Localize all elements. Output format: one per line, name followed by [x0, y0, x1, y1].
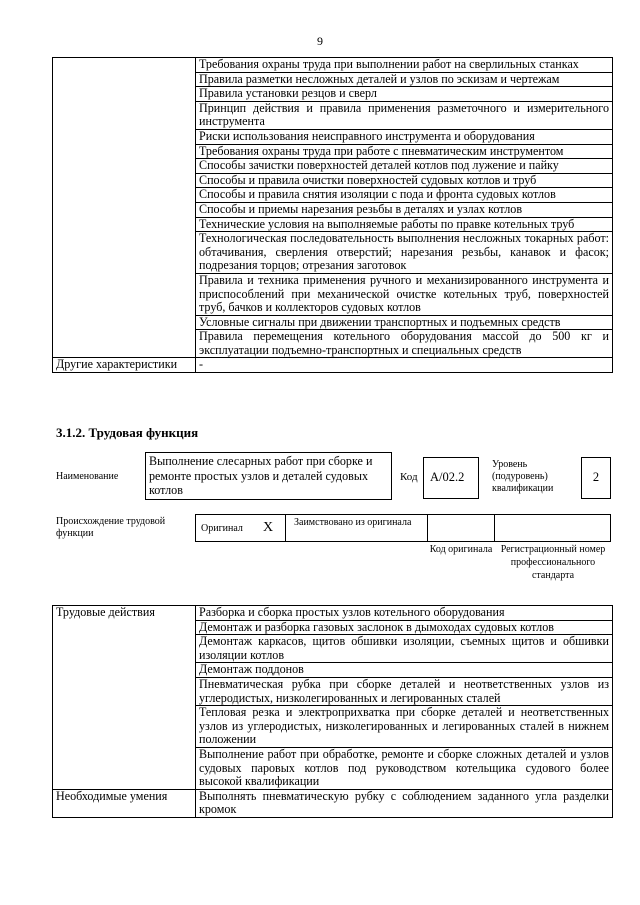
section-title: 3.1.2. Трудовая функция — [56, 425, 199, 440]
knowledge-item: Правила установки резцов и сверл — [196, 87, 613, 102]
actions-table — [52, 605, 613, 818]
other-characteristics-label: Другие характеристики — [53, 358, 196, 373]
knowledge-item: Технологическая последовательность выполнения несложных токарных работ: обтачивания, сверления отверстий; нарезания резьбы, канавок и фасок; подрезания торцов; отрезания заготовок — [196, 232, 613, 274]
knowledge-item: Принцип действия и правила применения разметочного и измерительного инструмента — [196, 101, 613, 129]
code-caption: Код оригинала — [429, 544, 493, 555]
action-item: Демонтаж каркасов, щитов обшивки изоляции, съемных щитов и обшивки изоляции котлов — [196, 635, 613, 663]
page-number: 9 — [317, 34, 323, 48]
action-item: Пневматическая рубка при сборке деталей и неответственных узлов из углеродистых, низколегированных и легированных сталей — [196, 677, 613, 705]
reg-caption: Регистрационный номер профессионального стандарта — [500, 544, 606, 581]
code-label: Код — [400, 471, 418, 483]
borrowed-label: Заимствовано из оригинала — [294, 517, 412, 528]
knowledge-item: Требования охраны труда при работе с пневматическим инструментом — [196, 144, 613, 159]
action-item: Демонтаж поддонов — [196, 663, 613, 678]
knowledge-item: Технические условия на выполняемые работы по правке котельных труб — [196, 217, 613, 232]
name-label: Наименование — [56, 471, 119, 482]
knowledge-item: Требования охраны труда при выполнении работ на сверлильных станках — [196, 58, 613, 73]
code-value: A/02.2 — [430, 470, 465, 484]
knowledge-item: Риски использования неисправного инструмента и оборудования — [196, 129, 613, 144]
action-item: Тепловая резка и электроприхватка при сборке деталей и неответственных узлов из углеродистых, низколегированных и легированных сталей в нижнем положении — [196, 706, 613, 748]
level-label: Уровень (подуровень) квалификации — [492, 459, 554, 494]
table-row — [53, 606, 613, 621]
knowledge-item: Условные сигналы при движении транспортных и подъемных средств — [196, 315, 613, 330]
actions-label: Трудовые действия — [53, 606, 196, 790]
knowledge-item: Способы зачистки поверхностей деталей котлов под лужение и пайку — [196, 159, 613, 174]
other-characteristics-value: - — [196, 358, 613, 373]
function-name: Выполнение слесарных работ при сборке и ремонте простых узлов и деталей судовых котлов — [149, 454, 373, 497]
code-box — [423, 457, 479, 499]
knowledge-item: Правила разметки несложных деталей и узлов по эскизам и чертежам — [196, 72, 613, 87]
knowledge-item: Правила перемещения котельного оборудования массой до 500 кг и эксплуатации подъемно-транспортных и специальных средств — [196, 330, 613, 358]
reg-number-cell — [494, 514, 611, 542]
knowledge-item: Способы и правила очистки поверхностей судовых котлов и труб — [196, 173, 613, 188]
borrowed-cell — [285, 514, 428, 542]
origin-code-cell — [427, 514, 495, 542]
knowledge-table — [52, 57, 613, 373]
table-row — [53, 789, 613, 817]
action-item: Разборка и сборка простых узлов котельного оборудования — [196, 606, 613, 621]
original-label: Оригинал — [201, 523, 243, 534]
level-value: 2 — [592, 470, 600, 484]
skill-item: Выполнять пневматическую рубку с соблюдением заданного угла разделки кромок — [196, 789, 613, 817]
action-item: Демонтаж и разборка газовых заслонок в дымоходах судовых котлов — [196, 620, 613, 635]
action-item: Выполнение работ при обработке, ремонте и сборке сложных деталей и узлов судовых паровых котлов под руководством котельщика судового более высокой квалификации — [196, 747, 613, 789]
original-mark: X — [263, 520, 274, 535]
table-row — [53, 358, 613, 373]
level-box — [581, 457, 611, 499]
table-row — [53, 58, 613, 73]
origin-label: Происхождение трудовой функции — [56, 516, 166, 539]
knowledge-item: Способы и правила снятия изоляции с пода и фронта судовых котлов — [196, 188, 613, 203]
original-cell — [195, 514, 286, 542]
empty-left-cell — [53, 58, 196, 358]
knowledge-item: Правила и техника применения ручного и механизированного инструмента и приспособлений при механической очистке котельных труб, поверхностей труб, бачков и коллекторов судовых котлов — [196, 273, 613, 315]
skills-label: Необходимые умения — [53, 789, 196, 817]
knowledge-item: Способы и приемы нарезания резьбы в деталях и узлах котлов — [196, 202, 613, 217]
function-name-box — [145, 452, 392, 500]
